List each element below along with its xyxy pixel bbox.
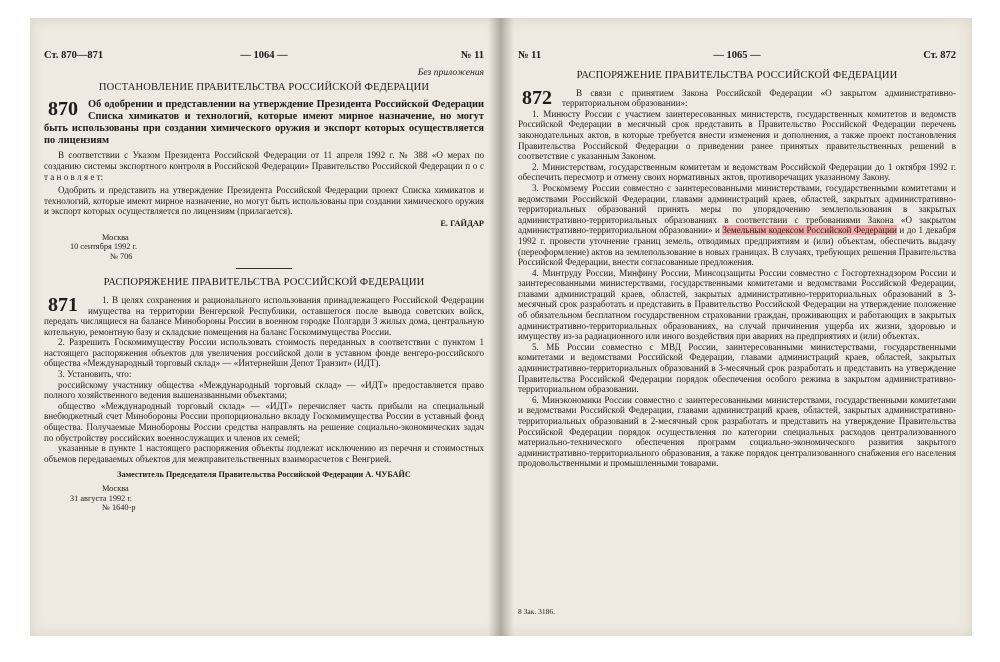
para-3-text-a: 3. Роскомзему России совместно с заинтересованными министерствами, государственными комитетами и ведомствами Российской Федерации, главами администраций краев, областей, закрытых административно-территориальных образований принять меры по упорядочению землепользования в закрытых административно-территориальных образованиях в соответствии с требованиями Закона «О закрытом административно-территориальном образовании» и [518, 182, 956, 236]
document-870-signature: Е. ГАЙДАР [440, 218, 484, 228]
document-870-date: 10 сентября 1992 г. [70, 242, 138, 252]
document-871-signature: Заместитель Председателя Правительства Российской Федерации А. ЧУБАЙС [117, 470, 411, 480]
document-872-para-4: 4. Минтруду России, Минфину России, Минсоцзащиты России совместно с Госгортехнадзором России и заинтересованными министерствами, государственными комитетами и ведомствами Российской Федерации, главами администраций краев, областей, закрытых административно-территориальных образований в 3-месячный срок разработать и представить в Правительство Российской Федерации на утверждение положение об обязательном бесплатном государственном страховании граждан, проживающих и работающих в закрытых административно-территориальных образованиях, на случай причинения ущерба их жизни, здоровью и имуществу из-за радиационного или иного воздействия при авариях на предприятиях и (или) объектах. [518, 267, 956, 342]
document-number-871: 871 [48, 293, 78, 316]
document-872-para-5: 5. МБ России совместно с МВД России, заинтересованными министерствами, государственными комитетами и ведомствами Российской Федерации, главами администраций краев, областей, закрытых административно-территориальных образований в 3-месячный срок разработать и представить на утверждение Правительства Российской Федерации порядок обеспечения особого режима в закрытом административно-территориальном образовании. [518, 341, 956, 395]
print-footer: 8 Зак. 3186. [518, 607, 555, 616]
right-page-content [518, 68, 956, 469]
left-page-header [44, 50, 484, 64]
highlighted-text: Земельным кодексом Российской Федерации [722, 225, 897, 236]
document-871-para-4: российскому участнику общества «Международный торговый склад» — «ИДТ» предоставляется право полного хозяйственного ведения вышеназванными объектами; [44, 379, 484, 401]
document-number-872: 872 [522, 86, 552, 109]
document-870-ref: № 706 [110, 251, 133, 261]
document-870 [44, 99, 484, 261]
document-871-place-date [70, 484, 484, 513]
document-870-title: Об одобрении и представлении на утверждение Президента Российской Федерации Списка химикатов и технологий, которые имеют мирное назначение, но могут быть использованы при создании химического оружия и экспорт которых осуществляется по лицензиям [44, 99, 484, 146]
document-871-para-3: 3. Установить, что: [58, 369, 132, 380]
document-872-para-2: 2. Министерствам, государственным комитетам и ведомствам Российской Федерации до 1 октября 1992 г. обеспечить пересмотр и отмену своих нормативных актов, противоречащих указанному Закону. [518, 161, 956, 183]
order-heading-right: РАСПОРЯЖЕНИЕ ПРАВИТЕЛЬСТВА РОССИЙСКОЙ ФЕДЕРАЦИИ [576, 70, 898, 81]
right-header-page-number: — 1065 — [713, 50, 761, 61]
document-872-para-1: 1. Минюсту России с участием заинтересованных министерств, государственных комитетов и ведомств Российской Федерации в месячный срок представить в Правительство Российской Федерации перечень законодательных актов, в которые требуется внести изменения и дополнения, а также проект постановления Правительства Российской Федерации о приведении ранее принятых правительственных решений в соответствие с указанным Законом. [518, 108, 956, 162]
left-header-page-number: — 1064 — [240, 50, 288, 61]
right-page-header [518, 50, 956, 64]
right-header-issue: № 11 [518, 50, 542, 61]
document-871-para-1: 1. В целях сохранения и рационального использования принадлежащего Российской Федерации имущества на территории Венгерской Республики, оставшегося после вывода советских войск, передать числящиеся на балансе Минобороны России в военном городке Полгарди 3 жилых дома, центральную котельную, ремонтную базу и складские помещения на баланс Госкомимущества России. [44, 294, 484, 337]
para-3-text-b: и до 1 декабря 1992 г. провести уточнение границ земель, отводимых предприятиям и (или) объектам, обеспечить выдачу (переоформление) актов на землепользование в новых границах. В случаях, требующих решения Правительства Российской Федерации, внести согласованные предложения. [518, 225, 956, 268]
document-872 [518, 88, 956, 469]
book-spread [0, 18, 1000, 638]
order-heading-left: РАСПОРЯЖЕНИЕ ПРАВИТЕЛЬСТВА РОССИЙСКОЙ ФЕДЕРАЦИИ [103, 277, 425, 289]
document-871-para-6: указанные в пункте 1 настоящего распоряжения объекты подлежат исключению из перечня и стоимостных объемов передаваемых объектов для межправительственных взаиморасчетов с Венгрией. [44, 443, 484, 464]
document-872-para-3 [518, 183, 956, 268]
document-872-para-6: 6. Минэкономики России совместно с заинтересованными министерствами, государственными комитетами и ведомствами Российской Федерации, главами администраций краев, областей, закрытых административно-территориальных образований в 2-месячный срок разработать и представить на утверждение Правительства Российской Федерации порядок осуществления по категории специальных расходов централизованного материально-технического обеспечения программ социально-экономического развития закрытого административно-территориального образования, а также порядок централизованного снабжения его населения продовольственными и промышленными товарами. [518, 394, 956, 469]
document-871 [44, 295, 484, 513]
left-header-article: Ст. 870—871 [44, 50, 104, 61]
book-gutter [488, 18, 514, 636]
document-871-date: 31 августа 1992 г. [70, 493, 132, 503]
place-moscow: Москва [102, 232, 129, 242]
document-871-para-5: общество «Международный торговый склад» — «ИДТ» перечисляет часть прибыли на специальный внебюджетный счет Минобороны России пропорционально вкладу Госкомимущества России в уставный фонд общества. Получаемые Минобороны России средства направлять на решение социально-экономических задач по обустройству российских военнослужащих и членов их семей; [44, 400, 484, 443]
left-header-issue: № 11 [460, 50, 484, 61]
document-871-ref: № 1640-р [102, 503, 136, 513]
document-number-870: 870 [48, 98, 78, 121]
document-871-para-2: 2. Разрешить Госкомимуществу России использовать стоимость переданных в соответствии с пунктом 1 настоящего распоряжения объектов для увеличения российской доли в уставном фонде венгеро-российского общества «Международный торговый склад» — «Интернейшн Депот Транзит» (ИДТ). [44, 337, 484, 369]
right-page [500, 18, 972, 636]
no-appendix-note: Без приложения [417, 67, 484, 78]
document-870-para-2: Одобрить и представить на утверждение Президента Российской Федерации проект Списка химикатов и технологий, которые имеют мирное назначение, но могут быть использованы при создании химического оружия и экспорт которых осуществляется по лицензиям (прилагается). [44, 185, 484, 217]
resolution-heading: ПОСТАНОВЛЕНИЕ ПРАВИТЕЛЬСТВА РОССИЙСКОЙ ФЕДЕРАЦИИ [98, 81, 430, 93]
section-divider [236, 268, 292, 269]
place-moscow: Москва [102, 484, 129, 493]
left-page [30, 18, 500, 636]
document-870-para-1: В соответствии с Указом Президента Российской Федерации от 11 апреля 1992 г. № 388 «О мерах по созданию системы экспортного контроля в Российской Федерации» Правительство Российской Федерации п о с т а н о в л я е т: [44, 150, 484, 182]
right-header-article: Ст. 872 [923, 50, 956, 61]
left-page-content [44, 68, 484, 513]
document-872-intro: В связи с принятием Закона Российской Федерации «О закрытом административно-территориальном образовании»: [562, 87, 956, 109]
document-870-place-date [70, 233, 484, 262]
